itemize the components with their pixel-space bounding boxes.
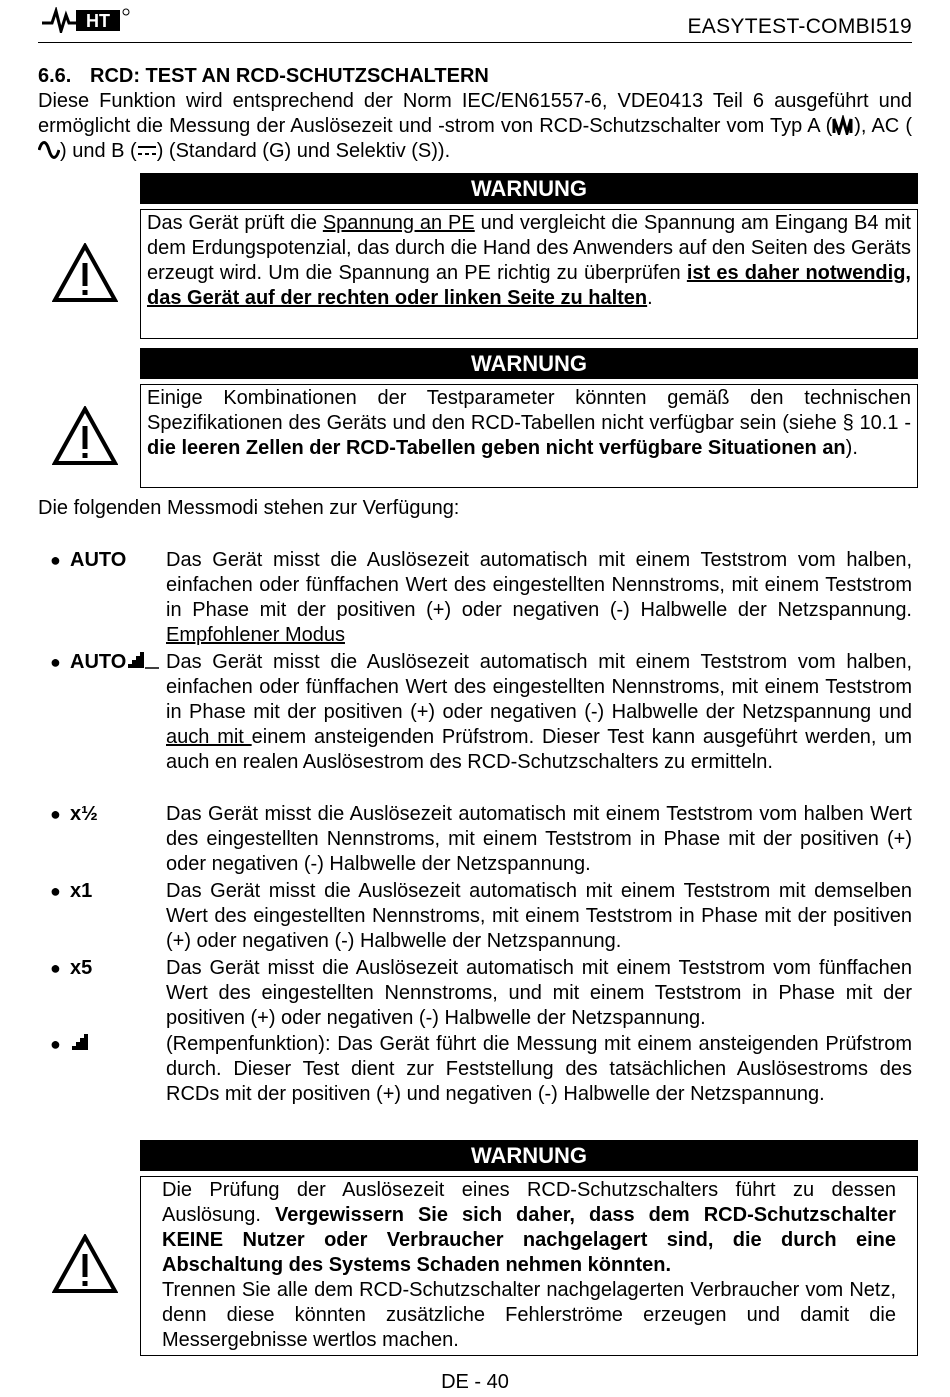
type-a-pulse-icon — [832, 115, 854, 135]
mode-description — [166, 650, 912, 775]
mode-label — [70, 1032, 92, 1057]
warning-3-emphasis: Vergewissern Sie sich daher, dass dem RCD-Schutzschalter KEINE Nutzer oder Verbraucher nachgelagert sind, die durch eine Abschaltung des Systems Schaden nehmen könnten. — [162, 1204, 896, 1276]
warning-1-text: Das Gerät prüft die — [147, 212, 323, 234]
warning-2-text: Einige Kombinationen der Testparameter könnten gemäß den technischen Spezifikationen des Geräts und den RCD-Tabellen nicht verfügbar sein (siehe § 10.1 - — [147, 387, 911, 434]
warning-box-1 — [140, 209, 918, 339]
warning-triangle-icon — [52, 1234, 118, 1294]
section-heading — [38, 64, 489, 89]
warning-bar-1: WARNUNG — [140, 173, 918, 204]
warning-2-emphasis: die leeren Zellen der RCD-Tabellen geben nicht verfügbare Situationen an — [147, 437, 846, 459]
intro-text-3: ) und B ( — [60, 140, 137, 162]
mode-underlined: auch mit — [166, 726, 252, 748]
warning-box-3 — [140, 1176, 918, 1356]
bullet: ● — [50, 652, 61, 672]
mode-description — [166, 548, 912, 648]
type-ac-sine-icon — [38, 140, 60, 160]
mode-item-x5 — [38, 956, 912, 1031]
section-number: 6.6. — [38, 65, 72, 87]
page-header — [38, 4, 912, 43]
warning-3-text: Die Prüfung der Auslösezeit eines RCD-Schutzschalters führt zu dessen Auslösung. — [162, 1179, 896, 1226]
warning-1-underlined: Spannung an PE — [322, 212, 475, 234]
bullet: ● — [50, 958, 61, 978]
bullet: ● — [50, 804, 61, 824]
mode-item-x-half — [38, 802, 912, 877]
mode-item-auto-ramp — [38, 650, 912, 800]
warning-box-2 — [140, 384, 918, 488]
warning-3-text-2: Trennen Sie alle dem RCD-Schutzschalter nachgelagerten Verbraucher vom Netz, denn diese könnten zusätzliche Fehlerströme erzeugen und damit die Messergebnisse wertlos machen. — [162, 1279, 896, 1351]
ramp-icon — [126, 650, 160, 670]
mode-text-2: einem ansteigenden Prüfstrom. Dieser Test kann ausgeführt werden, um auch en realen Auslösestrom des RCD-Schutzschalters zu ermitteln. — [166, 726, 912, 773]
mode-text: Das Gerät misst die Auslösezeit automatisch mit einem Teststrom vom halben, einfachen oder fünffachen Wert des eingestellten Nennstroms, mit einem Teststrom in Phase mit der positiven (+) oder negativen (-) Halbwelle der Netzspannung und — [166, 651, 912, 723]
section-title: RCD: TEST AN RCD-SCHUTZSCHALTERN — [90, 65, 489, 87]
mode-text: Das Gerät misst die Auslösezeit automatisch mit einem Teststrom vom halben Wert des eingestellten Nennstroms, mit einem Teststrom in Phase mit der positiven (+) oder negativen (-) Halbwelle der Netzspannung. — [166, 803, 912, 875]
intro-text-4: ) (Standard (G) und Selektiv (S)). — [156, 140, 451, 162]
warning-1-text-3: . — [647, 287, 653, 309]
mode-description — [166, 1032, 912, 1107]
modes-lead: Die folgenden Messmodi stehen zur Verfügung: — [38, 497, 460, 519]
mode-label: x1 — [70, 880, 93, 902]
mode-item-ramp — [38, 1032, 912, 1132]
intro-paragraph — [38, 89, 912, 164]
intro-text-1: Diese Funktion wird entsprechend der Norm IEC/EN61557-6, VDE0413 Teil 6 ausgeführt und ermöglicht die Messung der Auslösezeit und -strom von RCD-Schutzschalter vom Typ A ( — [38, 90, 912, 137]
mode-description — [166, 802, 912, 877]
type-b-dc-icon — [137, 140, 157, 160]
mode-text: Das Gerät misst die Auslösezeit automatisch mit einem Teststrom vom fünffachen Wert des eingestellten Nennstroms, und mit einem Teststrom in Phase mit der positiven (+) oder negativen (-) Halbwelle der Netzspannung. — [166, 957, 912, 1029]
bullet: ● — [50, 550, 61, 570]
page-number: DE - 40 — [441, 1371, 509, 1393]
warning-1-emphasis: ist es daher notwendig, das Gerät auf der rechten oder linken Seite zu halten — [147, 262, 911, 309]
bullet: ● — [50, 881, 61, 901]
warning-bar-2: WARNUNG — [140, 348, 918, 379]
mode-description — [166, 879, 912, 954]
mode-text: Das Gerät misst die Auslösezeit automatisch mit einem Teststrom vom halben, einfachen oder fünffachen Wert des eingestellten Nennstroms, mit einem Teststrom in Phase mit der positiven (+) oder negativen (-) Halbwelle der Netzspannung. — [166, 549, 912, 621]
ramp-icon — [70, 1032, 92, 1052]
recommended-mode: Empfohlener Modus — [166, 624, 345, 646]
logo-text: HT — [86, 11, 110, 31]
mode-label — [70, 650, 160, 675]
mode-item-auto — [38, 548, 912, 648]
mode-label: x½ — [70, 803, 98, 825]
model-name: EASYTEST-COMBI519 — [687, 15, 912, 38]
mode-item-x1 — [38, 879, 912, 954]
warning-triangle-icon — [52, 243, 118, 303]
mode-description — [166, 956, 912, 1031]
warning-1-text-2: und vergleicht die Spannung am Eingang B4 mit dem Erdungspotenzial, das durch die Hand des Anwenders auf den Seiten des Geräts erzeugt wird. Um die Spannung an PE richtig zu überprüfen — [147, 212, 911, 284]
intro-text-2: ), AC ( — [854, 115, 913, 137]
warning-2-text-2: ). — [845, 437, 858, 459]
bullet: ● — [50, 1034, 61, 1054]
ht-logo — [40, 7, 140, 33]
mode-text: Das Gerät misst die Auslösezeit automatisch mit einem Teststrom mit demselben Wert des eingestellten Nennstroms, mit einem Teststrom in Phase mit der positiven (+) oder negativen (-) Halbwelle der Netzspannung. — [166, 880, 912, 952]
mode-text: (Rempenfunktion): Das Gerät führt die Messung mit einem ansteigenden Prüfstrom durch. Dieser Test dient zur Feststellung des tatsächlichen Auslösestroms des RCDs mit der positiven (+) und negativen (-) Halbwelle der Netzspannung. — [166, 1033, 912, 1105]
warning-triangle-icon — [52, 406, 118, 466]
mode-label: x5 — [70, 957, 93, 979]
mode-label-text: AUTO — [70, 651, 127, 673]
warning-bar-3: WARNUNG — [140, 1140, 918, 1171]
mode-label: AUTO — [70, 549, 127, 571]
